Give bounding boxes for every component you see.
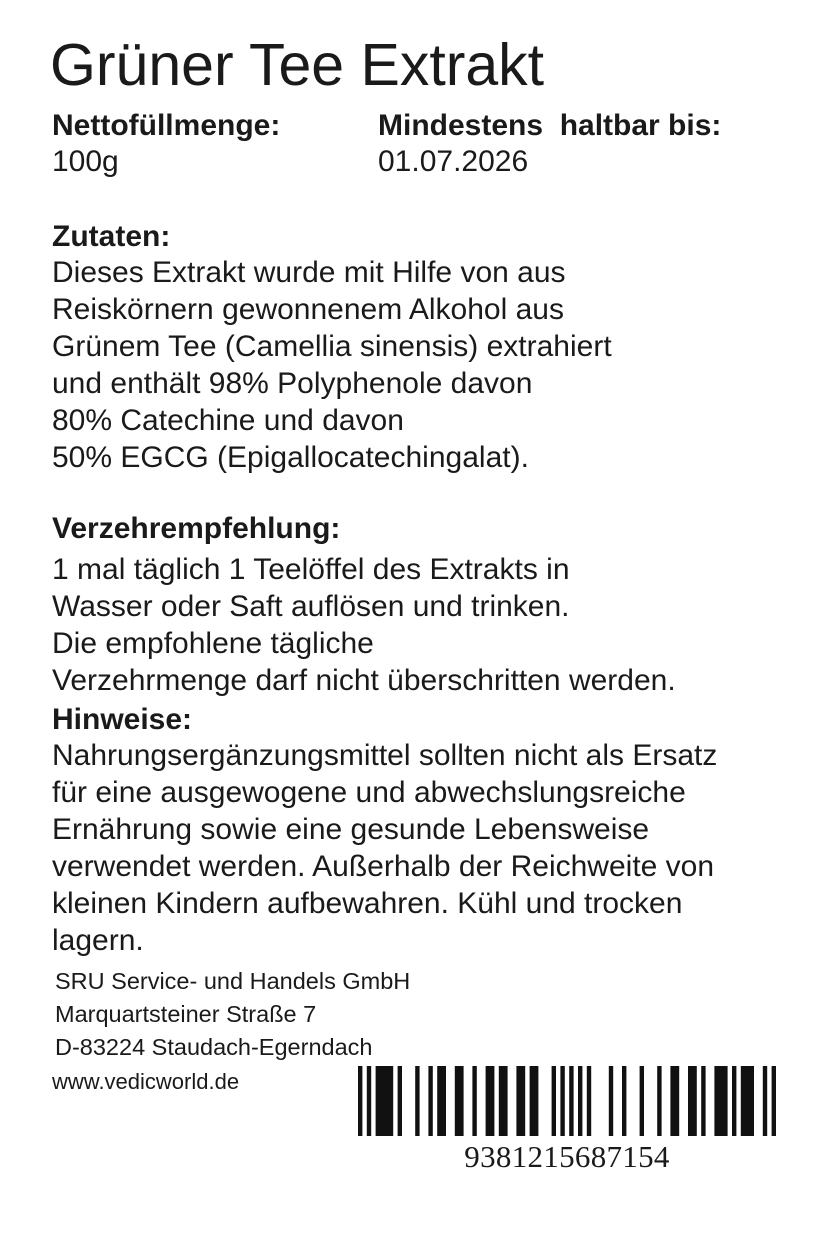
notes-line: Nahrungsergänzungsmittel sollten nicht als Ersatz [52, 739, 718, 772]
barcode-bar [741, 1066, 754, 1136]
notes-line: Ernährung sowie eine gesunde Lebensweise [52, 813, 650, 846]
ingredients-line: 50% EGCG (Epigallocatechingalat). [52, 441, 529, 474]
barcode-bar [657, 1066, 661, 1136]
notes-line: lagern. [52, 924, 144, 957]
barcode-bar [560, 1066, 564, 1136]
barcode-bar [714, 1066, 727, 1136]
barcode-bar [609, 1066, 613, 1136]
ingredients-line: Reiskörnern gewonnenem Alkohol aus [52, 293, 564, 326]
recommendation-text [52, 551, 676, 699]
ingredients-heading: Zutaten: [52, 220, 171, 253]
barcode-bar [530, 1066, 539, 1136]
barcode-bar [428, 1066, 432, 1136]
barcode-bar [622, 1066, 626, 1136]
barcode-number: 9381215687154 [464, 1139, 670, 1174]
barcode-bar [437, 1066, 446, 1136]
notes-text [52, 737, 717, 959]
notes-line: für eine ausgewogene und abwechslungsreiche [52, 776, 686, 809]
barcode-bar [472, 1066, 476, 1136]
barcode-bar [670, 1066, 679, 1136]
company-name: SRU Service- und Handels GmbH [55, 968, 411, 994]
barcode-bar [516, 1066, 525, 1136]
recommendation-heading: Verzehrempfehlung: [52, 512, 341, 545]
net-quantity-label: Nettofüllmenge: [52, 109, 281, 142]
net-quantity-value: 100g [52, 145, 119, 178]
company-website: www.vedicworld.de [52, 1069, 240, 1094]
barcode-bar [640, 1066, 644, 1136]
barcode-bar [688, 1066, 697, 1136]
barcode-bar [569, 1066, 573, 1136]
barcode-bar [376, 1066, 394, 1136]
ingredients-line: 80% Catechine und davon [52, 404, 404, 437]
barcode-image [358, 1066, 776, 1136]
barcode-bar [587, 1066, 591, 1136]
barcode-bar [415, 1066, 419, 1136]
best-before-value: 01.07.2026 [378, 145, 529, 178]
ingredients-line: und enthält 98% Polyphenole davon [52, 367, 533, 400]
ingredients-text [52, 254, 612, 476]
notes-line: kleinen Kindern aufbewahren. Kühl und trocken [52, 887, 683, 920]
barcode-bar [486, 1066, 495, 1136]
company-city: D-83224 Staudach-Egerndach [55, 1034, 373, 1060]
ingredients-line: Grünem Tee (Camellia sinensis) extrahiert [52, 330, 612, 363]
barcode-bar [772, 1066, 776, 1136]
notes-heading: Hinweise: [52, 703, 193, 736]
barcode-bar [499, 1066, 508, 1136]
ingredients-line: Dieses Extrakt wurde mit Hilfe von aus [52, 256, 566, 289]
recommendation-line: 1 mal täglich 1 Teelöffel des Extrakts in [52, 553, 570, 586]
barcode-bar [578, 1066, 582, 1136]
barcode-bar [552, 1066, 556, 1136]
recommendation-line: Die empfohlene tägliche [52, 627, 374, 660]
product-title: Grüner Tee Extrakt [50, 32, 545, 98]
barcode-bar [701, 1066, 705, 1136]
barcode-bar [398, 1066, 402, 1136]
barcode-bar [455, 1066, 464, 1136]
recommendation-line: Verzehrmenge darf nicht überschritten werden. [52, 664, 676, 697]
barcode-bar [358, 1066, 362, 1136]
company-street: Marquartsteiner Straße 7 [55, 1001, 317, 1027]
barcode-bar [732, 1066, 736, 1136]
barcode-bar [367, 1066, 371, 1136]
barcode-bar [763, 1066, 767, 1136]
recommendation-line: Wasser oder Saft auflösen und trinken. [52, 590, 570, 623]
best-before-label: Mindestens haltbar bis: [378, 109, 722, 142]
notes-line: verwendet werden. Außerhalb der Reichweite von [52, 850, 715, 883]
